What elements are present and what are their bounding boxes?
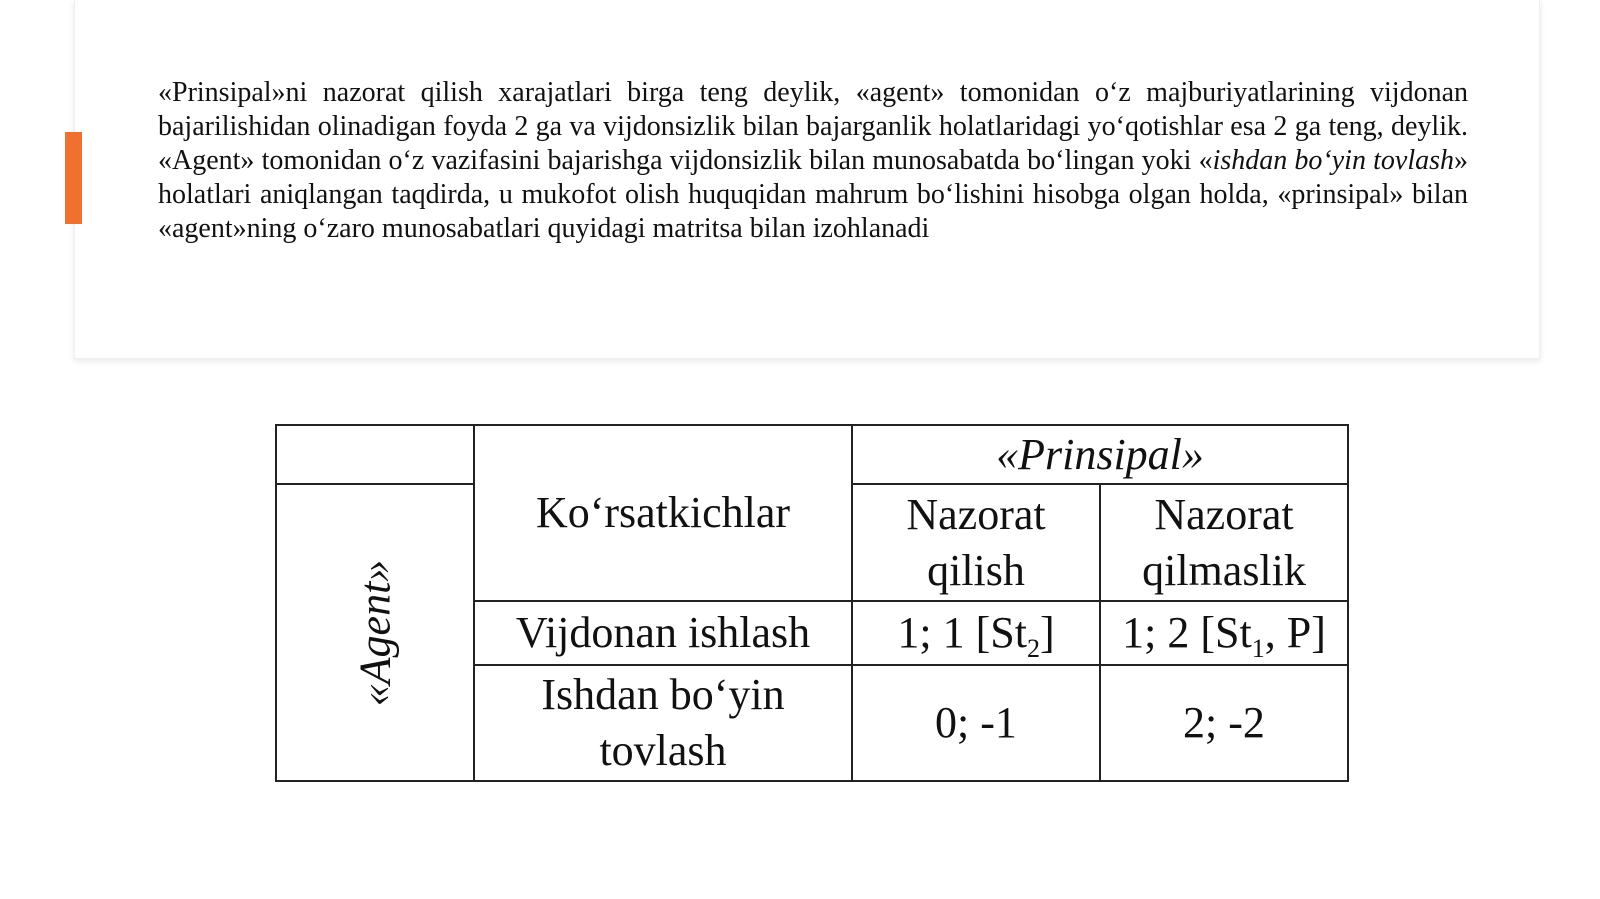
paragraph-part-1: «Prinsipal»ni nazorat qilish xarajatlari birga teng deylik, «agent» tomonidan o‘z majburiyatlarining vijdonan bajarilishidan olinadigan foyda 2 ga va vijdonsizlik bilan bajarganlik holatlaridagi yo‘qotishlar esa 2 ga teng, deylik. «Agent» tomonidan o‘z vazifasini bajarishga vijdonsizlik bilan munosabatda bo‘lingan yoki « <box>158 77 1468 176</box>
row-label: Ishdan bo‘yin tovlash <box>541 670 785 775</box>
payoff-subscript: 2 <box>1026 634 1040 663</box>
paragraph-italic: ishdan bo‘yin tovlash <box>1212 145 1455 176</box>
payoff-value: 0; -1 <box>935 698 1017 747</box>
principal-header: «Prinsipal» <box>996 429 1204 479</box>
row-label-cell <box>474 601 852 665</box>
payoff-subscript: 1 <box>1251 634 1265 663</box>
payoff-value: 2; -2 <box>1183 698 1265 747</box>
agent-header: «Agent» <box>349 559 399 706</box>
row-label: Vijdonan ishlash <box>515 608 811 657</box>
principal-header-cell <box>852 425 1348 484</box>
payoff-value-end: ] <box>1039 608 1055 657</box>
agent-header-cell <box>276 484 474 781</box>
table-row-header-top <box>276 425 1348 484</box>
indicators-header: Ko‘rsatkichlar <box>535 488 791 537</box>
payoff-cell <box>852 665 1100 781</box>
col2-header: Nazorat qilmaslik <box>1142 489 1306 595</box>
row-label-cell <box>474 665 852 781</box>
payoff-matrix-table <box>275 424 1349 782</box>
payoff-cell <box>852 601 1100 665</box>
payoff-value: 1; 1 [St <box>897 608 1027 657</box>
payoff-value-end: , P] <box>1264 608 1326 657</box>
payoff-cell <box>1100 601 1348 665</box>
payoff-cell <box>1100 665 1348 781</box>
indicators-header-cell <box>474 425 852 601</box>
empty-corner-cell <box>276 425 474 484</box>
paragraph-part-2: » holatlari aniqlangan taqdirda, u mukofot olish huquqidan mahrum bo‘lishini hisobga olgan holda, «prinsipal» bilan «agent»ning o‘zaro munosabatlari quyidagi matritsa bilan izohlanadi <box>158 145 1469 244</box>
col1-header-cell <box>852 484 1100 601</box>
body-paragraph <box>158 76 1468 246</box>
col2-header-cell <box>1100 484 1348 601</box>
accent-bar <box>65 132 82 224</box>
payoff-value: 1; 2 [St <box>1122 608 1252 657</box>
col1-header: Nazorat qilish <box>906 489 1046 595</box>
